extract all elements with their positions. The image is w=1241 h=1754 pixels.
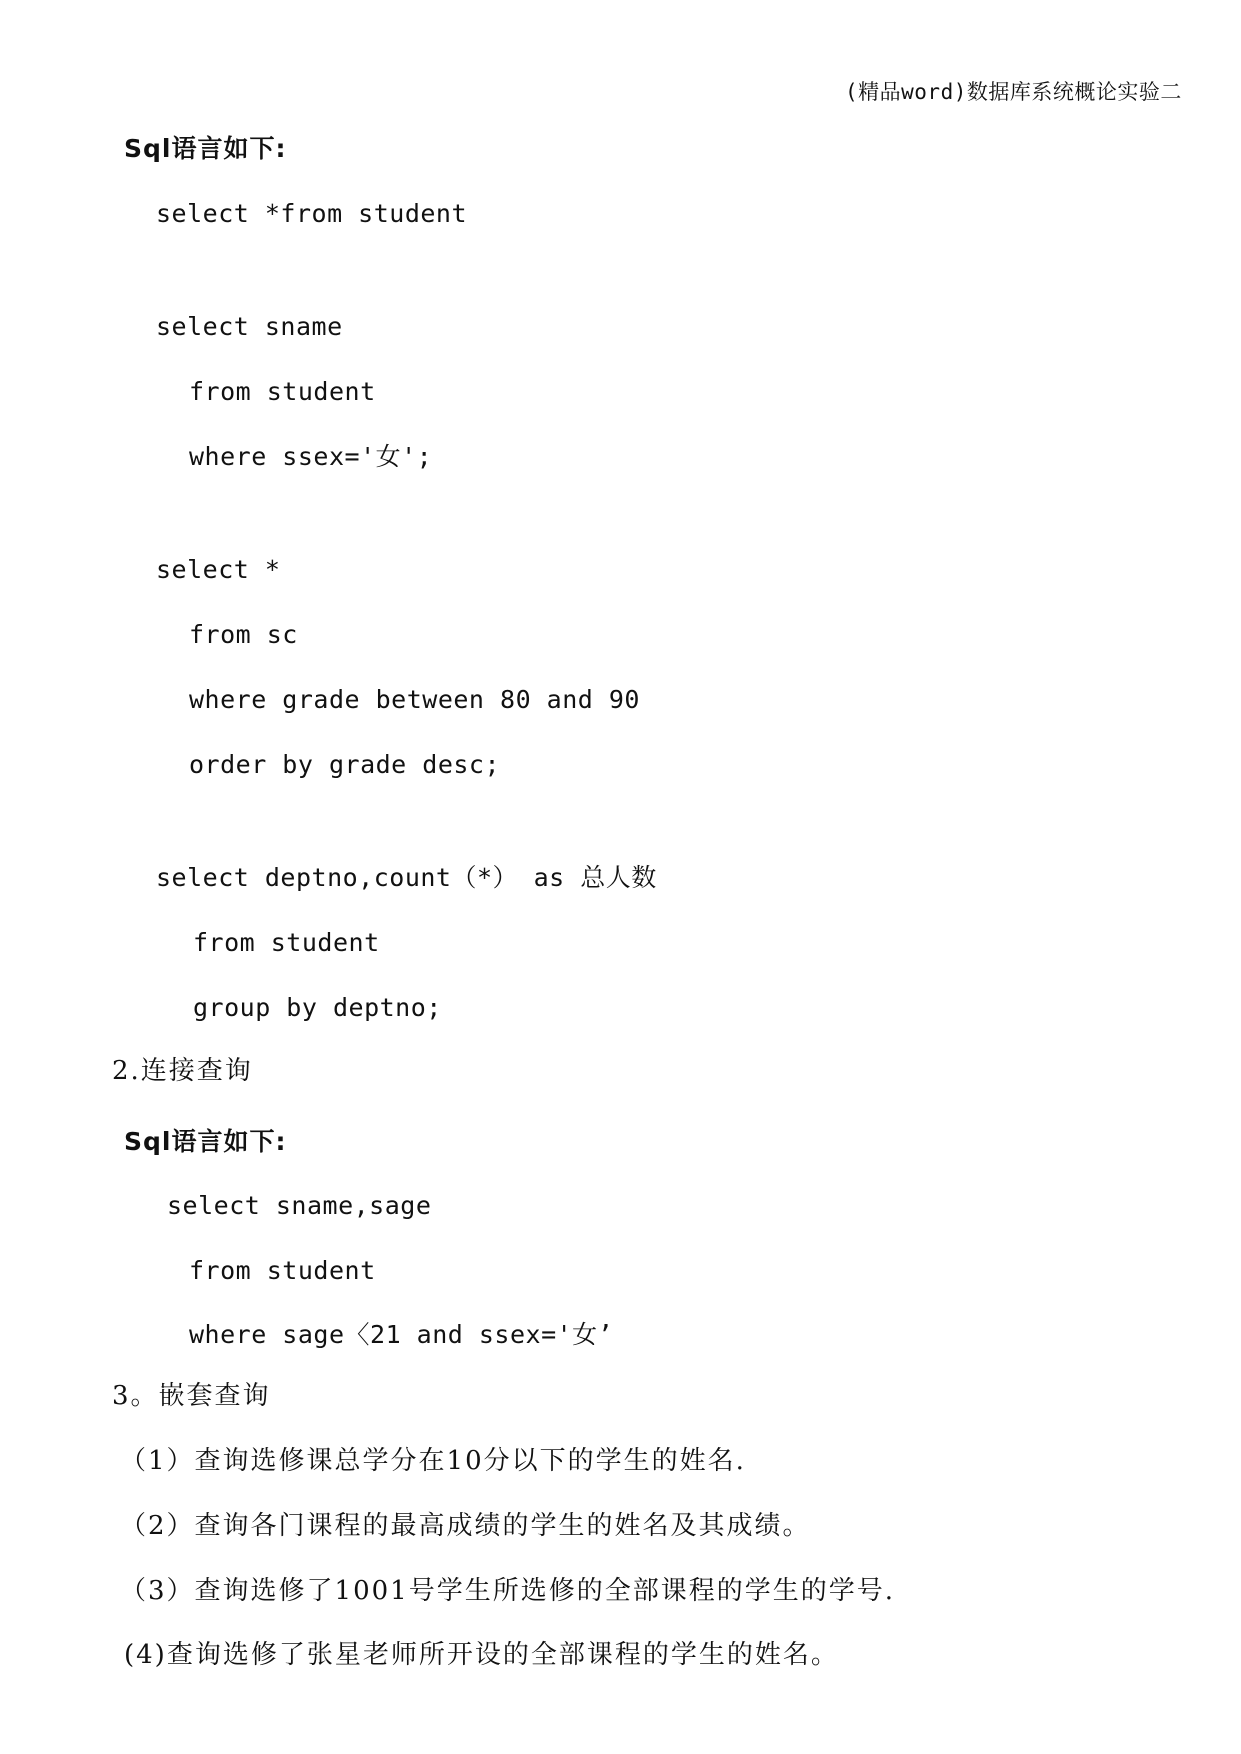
code-line: select *from student xyxy=(156,199,468,228)
section-label-sql: Sql语言如下: xyxy=(124,134,287,163)
list-item: （1）查询选修课总学分在10分以下的学生的姓名. xyxy=(120,1446,746,1476)
page-header-title: (精品word)数据库系统概论实验二 xyxy=(845,80,1182,104)
section-label-sql: Sql语言如下: xyxy=(124,1127,287,1156)
code-line: from sc xyxy=(189,620,298,649)
code-line: order by grade desc; xyxy=(189,750,501,779)
list-item: (4)查询选修了张星老师所开设的全部课程的学生的姓名。 xyxy=(124,1640,839,1670)
section-title-nested-query: 3。嵌套查询 xyxy=(112,1381,271,1411)
code-line: where ssex='女'; xyxy=(189,442,433,471)
code-line: where grade between 80 and 90 xyxy=(189,685,640,714)
code-line: select deptno,count（*） as 总人数 xyxy=(156,863,657,892)
code-line: where sage〈21 and ssex='女’ xyxy=(189,1320,614,1349)
code-line: select * xyxy=(156,555,281,584)
code-line: select sname xyxy=(156,312,343,341)
list-item: （2）查询各门课程的最高成绩的学生的姓名及其成绩。 xyxy=(120,1511,811,1541)
code-line: group by deptno; xyxy=(193,993,442,1022)
code-line: select sname,sage xyxy=(167,1191,432,1220)
code-line: from student xyxy=(189,377,376,406)
section-title-join-query: 2.连接查询 xyxy=(112,1056,253,1086)
code-line: from student xyxy=(193,928,380,957)
list-item: （3）查询选修了1001号学生所选修的全部课程的学生的学号. xyxy=(120,1576,895,1606)
code-line: from student xyxy=(189,1256,376,1285)
